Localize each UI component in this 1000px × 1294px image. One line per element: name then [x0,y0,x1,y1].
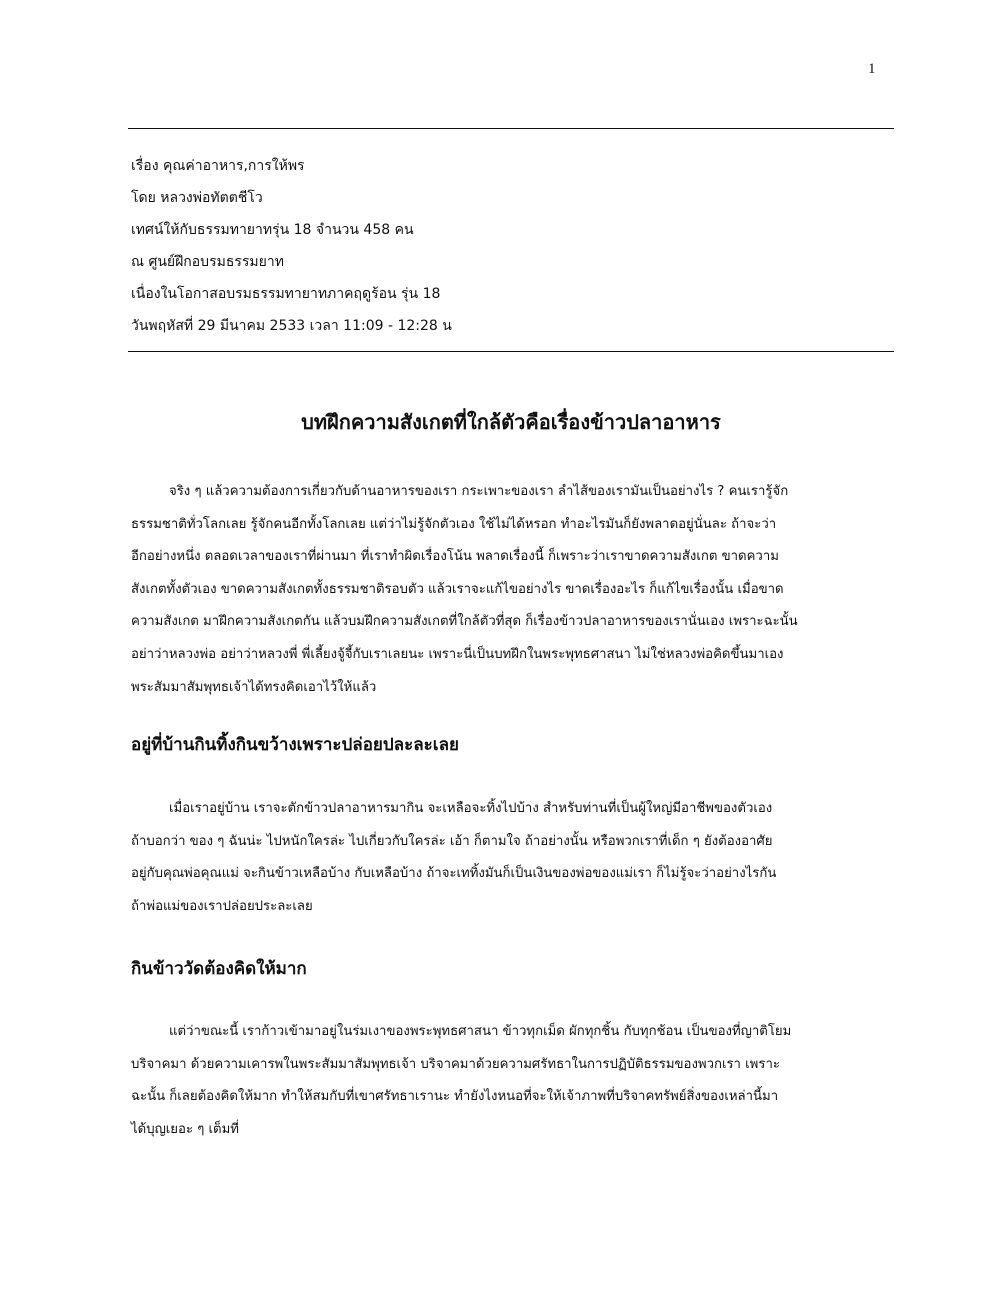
meta-location-line: ณ ศูนย์ฝึกอบรมธรรมยาท [131,254,284,270]
paragraph-line: สังเกตทั้งตัวเอง ขาดความสังเกตทั้งธรรมชาติรอบตัว แล้วเราจะแก้ไขอย่างไร ขาดเรื่องอะไร ก็แก้ไขเรื่องนั้น เมื่อขาด [131,581,784,597]
document-metadata [131,150,871,342]
meta-subject-line: เรื่อง คุณค่าอาหาร,การให้พร [131,158,305,174]
paragraph-line: อยู่กับคุณพ่อคุณแม่ จะกินข้าวเหลือบ้าง กับเหลือบ้าง ถ้าจะเททิ้งมันก็เป็นเงินของพ่อของแม่เรา ก็ไม่รู้จะว่าอย่างไรกัน [131,866,777,882]
meta-date-time-line: วันพฤหัสที่ 29 มีนาคม 2533 เวลา 11:09 - 12:28 น [131,318,452,334]
document-title: บทฝึกความสังเกตที่ใกล้ตัวคือเรื่องข้าวปลาอาหาร [301,410,721,434]
intro-paragraph [131,476,893,704]
paragraph-line: ถ้าบอกว่า ของ ๆ ฉันน่ะ ไปหนักใครล่ะ ไปเกี่ยวกับใครล่ะ เอ้า ก็ตามใจ ถ้าอย่างนั้น หรือพวกเราที่เด็ก ๆ ยังต้องอาศัย [131,833,773,849]
paragraph-line: อีกอย่างหนึ่ง ตลอดเวลาของเราที่ผ่านมา ที่เราทำผิดเรื่องโน้น พลาดเรื่องนี้ ก็เพราะว่าเราขาดความสังเกต ขาดความ [131,549,779,565]
section-paragraph [131,793,893,923]
paragraph-line: อย่าว่าหลวงพ่อ อย่าว่าหลวงพี่ พี่เลี้ยงจู้จี้กับเราเลยนะ เพราะนี่เป็นบทฝึกในพระพุทธศาสนา ไม่ใช่หลวงพ่อคิดขึ้นมาเอง [131,646,784,662]
section-paragraph [131,1016,893,1146]
meta-occasion-line: เนื่องในโอกาสอบรมธรรมทายาทภาคฤดูร้อน รุ่น 18 [131,286,441,302]
paragraph-line: พระสัมมาสัมพุทธเจ้าได้ทรงคิดเอาไว้ให้แล้ว [131,679,377,695]
paragraph-line: ฉะนั้น ก็เลยต้องคิดให้มาก ทำให้สมกับที่เขาศรัทธาเรานะ ทำยังไงหนอที่จะให้เจ้าภาพที่บริจาคทรัพย์สิ่งของเหล่านี้มา [131,1089,779,1105]
paragraph-line: ได้บุญเยอะ ๆ เต็มที่ [131,1121,239,1137]
meta-audience-line: เทศน์ให้กับธรรมทายาทรุ่น 18 จำนวน 458 คน [131,222,414,238]
paragraph-line: ความสังเกต มาฝึกความสังเกตกัน แล้วบมฝึกความสังเกตที่ใกล้ตัวที่สุด ก็เรื่องข้าวปลาอาหารของเรานั่นเอง เพราะฉะนั้น [131,614,798,630]
meta-speaker-line: โดย หลวงพ่อทัตตชีโว [131,190,263,206]
paragraph-line: ถ้าพ่อแม่ของเราปล่อยประละเลย [131,898,313,914]
paragraph-line: จริง ๆ แล้วความต้องการเกี่ยวกับด้านอาหารของเรา กระเพาะของเรา ลำไส้ของเรามันเป็นอย่างไร ? คนเรารู้จัก [169,484,789,499]
paragraph-line: เมื่อเราอยู่บ้าน เราจะตักข้าวปลาอาหารมากิน จะเหลือจะทิ้งไปบ้าง สำหรับท่านที่เป็นผู้ใหญ่มีอาชีพของตัวเอง [169,801,773,816]
page-number: 1 [868,61,876,77]
paragraph-line: แต่ว่าขณะนี้ เราก้าวเข้ามาอยู่ในร่มเงาของพระพุทธศาสนา ข้าวทุกเม็ด ผักทุกชิ้น กับทุกช้อน เป็นของที่ญาติโยม [169,1024,792,1039]
paragraph-line: บริจาคมา ด้วยความเคารพในพระสัมมาสัมพุทธเจ้า บริจาคมาด้วยความศรัทธาในการปฏิบัติธรรมของพวกเรา เพราะ [131,1056,780,1072]
section-heading: อยู่ที่บ้านกินทิ้งกินขว้างเพราะปล่อยปละละเลย [131,735,459,755]
header-top-rule [128,128,894,129]
paragraph-line: ธรรมชาติทั่วโลกเลย รู้จักคนอีกทั้งโลกเลย แต่ว่าไม่รู้จักตัวเอง ใช้ไม่ได้หรอก ทำอะไรมันก็ยังพลาดอยู่นั่นละ ถ้าจะว่า [131,516,777,532]
header-bottom-rule [128,351,894,352]
section-heading: กินข้าววัดต้องคิดให้มาก [131,959,307,979]
